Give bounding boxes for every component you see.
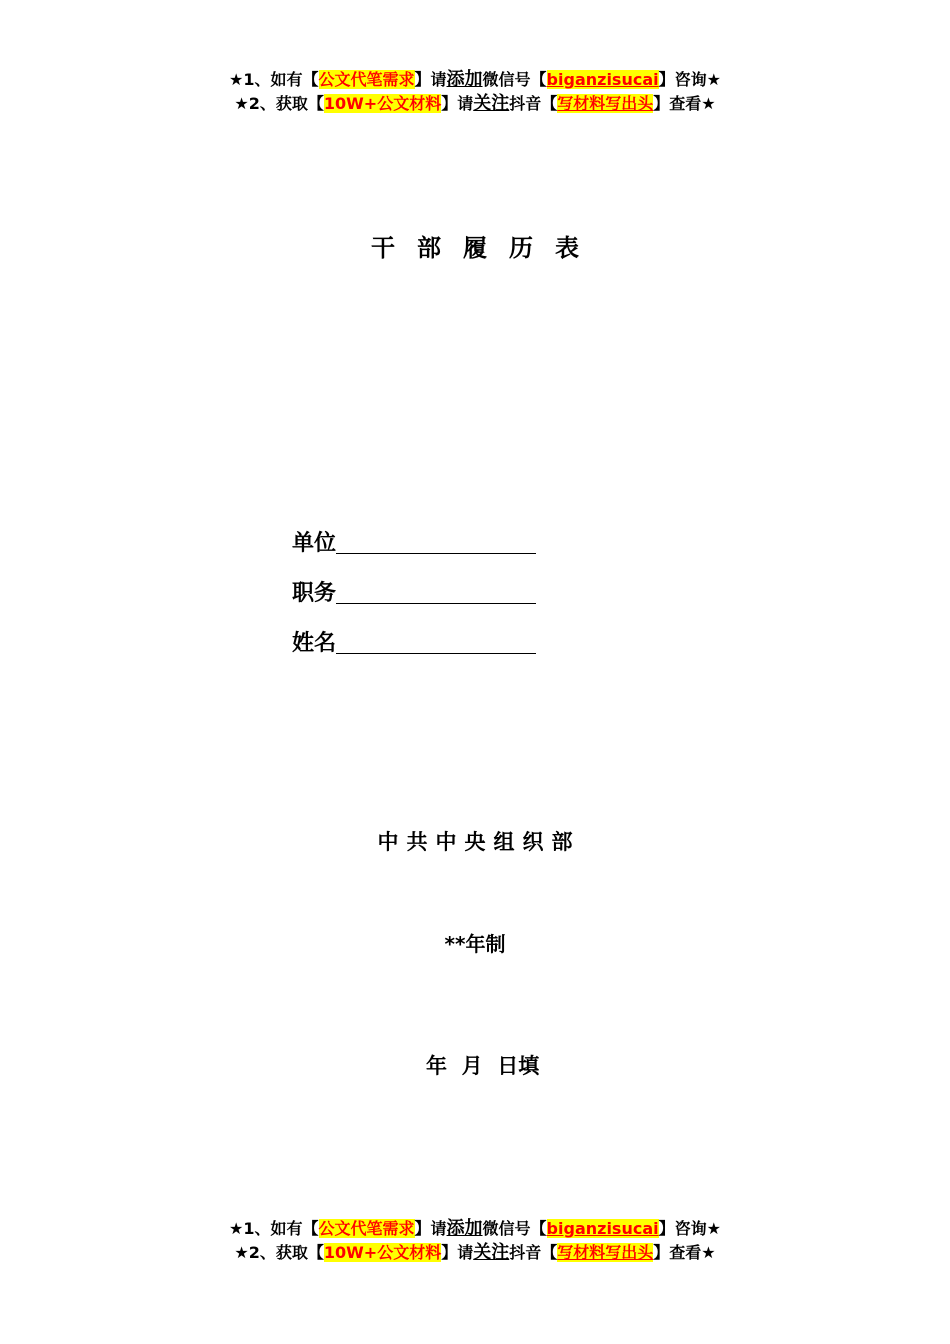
notice-text: 】请	[414, 70, 447, 89]
notice-text: 】查看★	[653, 94, 716, 113]
unit-field	[292, 528, 536, 558]
highlight-douyin-id: 写材料写出头	[557, 1243, 654, 1262]
document-title: 干部履历表	[371, 234, 601, 262]
notice-text: 】咨询★	[658, 1219, 721, 1238]
notice-emphasis: 添加	[446, 69, 483, 90]
notice-text: 】查看★	[653, 1243, 716, 1262]
notice-line-1	[0, 1217, 950, 1241]
notice-text: 抖音【	[509, 94, 558, 113]
notice-text: ★2、获取【	[234, 94, 324, 113]
highlight-douyin-id: 写材料写出头	[557, 94, 654, 113]
issuing-organization: 中共中央组织部	[377, 830, 581, 854]
unit-label: 单位	[292, 531, 337, 556]
notice-text: ★2、获取【	[234, 1243, 324, 1262]
notice-line-1	[0, 68, 950, 92]
notice-text: 微信号【	[482, 1219, 547, 1238]
notice-text: 】请	[441, 94, 474, 113]
name-field	[292, 628, 536, 658]
unit-blank-line[interactable]	[336, 529, 536, 554]
year-made: **年制	[444, 932, 506, 956]
position-blank-line[interactable]	[336, 579, 536, 604]
notice-text: ★1、如有【	[229, 70, 319, 89]
notice-emphasis: 添加	[446, 1218, 483, 1239]
notice-emphasis: 关注	[473, 93, 510, 114]
footer-notice	[0, 1217, 950, 1265]
name-blank-line[interactable]	[336, 629, 536, 654]
highlight-materials: 10W+公文材料	[323, 94, 442, 113]
position-field	[292, 578, 536, 608]
notice-line-2	[0, 1241, 950, 1265]
notice-line-2	[0, 92, 950, 116]
position-label: 职务	[292, 581, 337, 606]
notice-text: 】请	[441, 1243, 474, 1262]
name-label: 姓名	[292, 631, 337, 656]
notice-text: 】请	[414, 1219, 447, 1238]
highlight-service: 公文代笔需求	[318, 70, 415, 89]
notice-text: 微信号【	[482, 70, 547, 89]
notice-text: 抖音【	[509, 1243, 558, 1262]
notice-emphasis: 关注	[473, 1242, 510, 1263]
highlight-wechat-id: biganzisucai	[546, 1219, 659, 1238]
header-notice	[0, 68, 950, 116]
highlight-materials: 10W+公文材料	[323, 1243, 442, 1262]
notice-text: 】咨询★	[658, 70, 721, 89]
fill-date: 年 月 日填	[426, 1054, 540, 1078]
highlight-wechat-id: biganzisucai	[546, 70, 659, 89]
highlight-service: 公文代笔需求	[318, 1219, 415, 1238]
notice-text: ★1、如有【	[229, 1219, 319, 1238]
